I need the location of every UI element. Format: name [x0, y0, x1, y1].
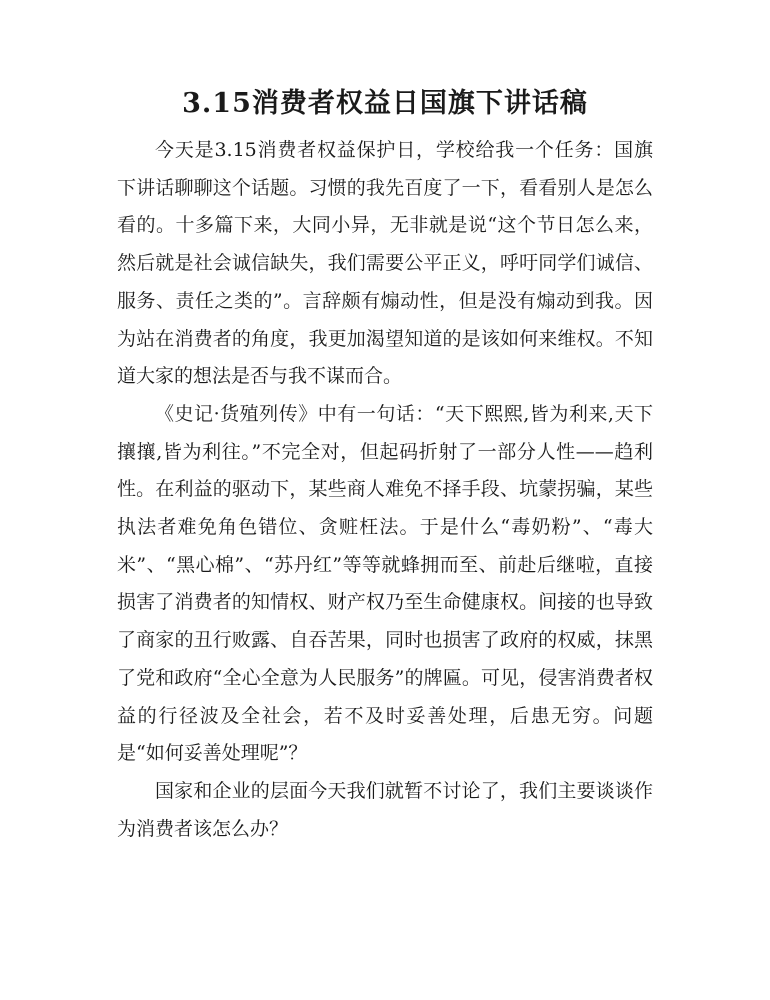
- paragraph-1: 今天是3.15消费者权益保护日，学校给我一个任务：国旗下讲话聊聊这个话题。习惯的我先百度了一下，看看别人是怎么看的。十多篇下来，大同小异，无非就是说“这个节日怎么来，然后就是社会诚信缺失，我们需要公平正义，呼吁同学们诚信、服务、责任之类的”。言辞颇有煽动性，但是没有煽动到我。因为站在消费者的角度，我更加渴望知道的是该如何来维权。不知道大家的想法是否与我不谋而合。: [117, 139, 653, 388]
- document-body: [117, 132, 653, 848]
- paragraph-3: 国家和企业的层面今天我们就暂不讨论了，我们主要谈谈作为消费者该怎么办？: [117, 779, 653, 840]
- paragraph-2: 《史记·货殖列传》中有一句话：“天下熙熙,皆为利来,天下攘攘,皆为利往。”不完全对，但起码折射了一部分人性——趋利性。在利益的驱动下，某些商人难免不择手段、坑蒙拐骗，某些执法者难免角色错位、贪赃枉法。于是什么“毒奶粉”、“毒大米”、“黑心棉”、“苏丹红”等等就蜂拥而至、前赴后继啦，直接损害了消费者的知情权、财产权乃至生命健康权。间接的也导致了商家的丑行败露、自吞苦果，同时也损害了政府的权威，抹黑了党和政府“全心全意为人民服务”的牌匾。可见，侵害消费者权益的行径波及全社会，若不及时妥善处理，后患无穷。问题是“如何妥善处理呢”？: [117, 402, 653, 765]
- page-title: 3.15消费者权益日国旗下讲话稿: [182, 88, 588, 119]
